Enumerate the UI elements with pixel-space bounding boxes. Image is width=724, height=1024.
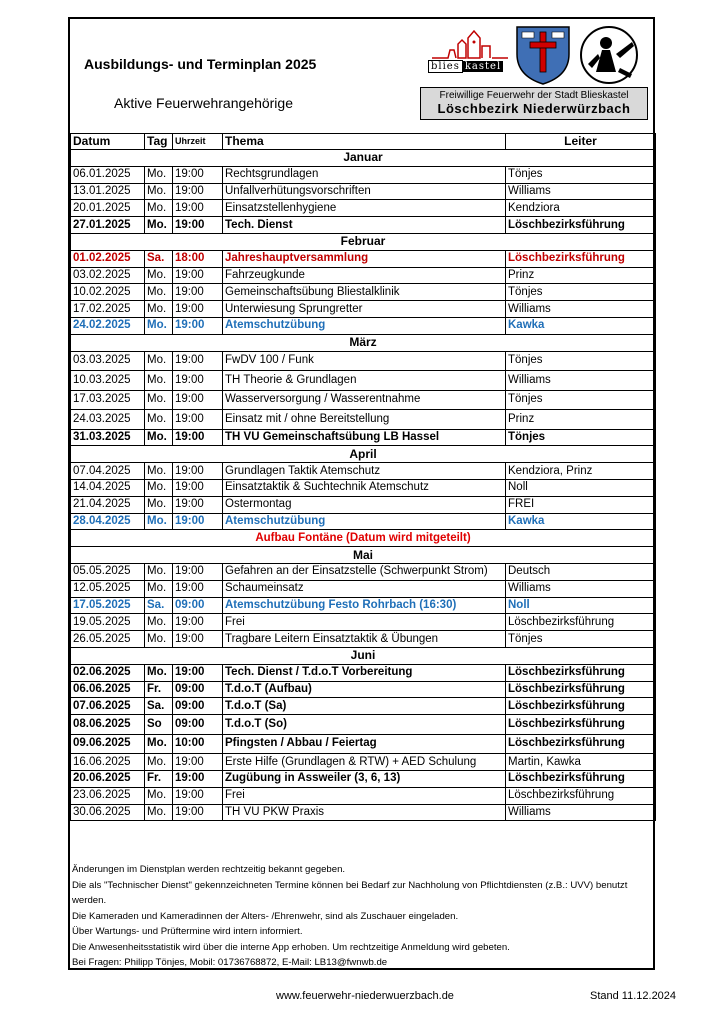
leader-cell: Löschbezirksführung (506, 664, 656, 681)
leader-cell: Kendziora, Prinz (506, 463, 656, 480)
leader-cell: Löschbezirksführung (506, 217, 656, 234)
table-row (71, 580, 656, 597)
date-cell: 10.03.2025 (71, 371, 145, 391)
leader-cell: Löschbezirksführung (506, 614, 656, 631)
day-cell: Mo. (145, 580, 173, 597)
blieskastel-wordmark: blies kastel (428, 61, 508, 73)
table-row (71, 614, 656, 631)
topic-cell: T.d.o.T (Sa) (223, 698, 506, 715)
month-row (71, 547, 656, 564)
leader-cell: Tönjes (506, 390, 656, 410)
topic-cell: Gefahren an der Einsatzstelle (Schwerpunkt Strom) (223, 563, 506, 580)
time-cell: 19:00 (173, 580, 223, 597)
page-title: Ausbildungs- und Terminplan 2025 (84, 56, 317, 72)
topic-cell: Tech. Dienst / T.d.o.T Vorbereitung (223, 664, 506, 681)
table-row (71, 200, 656, 217)
time-cell: 19:00 (173, 200, 223, 217)
topic-cell: Jahreshauptversammlung (223, 250, 506, 267)
day-cell: Mo. (145, 410, 173, 430)
day-cell: Mo. (145, 390, 173, 410)
note-line: Die als "Technischer Dienst" gekennzeichneten Termine können bei Bedarf zur Nachholung von Pflichtdiensten (z.B.: UVV) benutzt (72, 879, 628, 891)
table-row (71, 317, 656, 334)
date-cell: 17.05.2025 (71, 597, 145, 614)
topic-cell: Gemeinschaftsübung Bliestalklinik (223, 284, 506, 301)
topic-cell: Einsatz mit / ohne Bereitstellung (223, 410, 506, 430)
announcement-text: Aufbau Fontäne (Datum wird mitgeteilt) (71, 530, 656, 547)
topic-cell: Fahrzeugkunde (223, 267, 506, 284)
date-cell: 06.01.2025 (71, 166, 145, 183)
leader-cell: Löschbezirksführung (506, 770, 656, 787)
footer-url: www.feuerwehr-niederwuerzbach.de (276, 990, 454, 1002)
date-cell: 08.06.2025 (71, 715, 145, 735)
topic-cell: Unterwiesung Sprungretter (223, 301, 506, 318)
blieskastel-logo (428, 28, 510, 76)
time-cell: 19:00 (173, 787, 223, 804)
day-cell: Sa. (145, 250, 173, 267)
day-cell: Mo. (145, 804, 173, 821)
org-line2: Löschbezirk Niederwürzbach (437, 101, 631, 116)
date-cell: 06.06.2025 (71, 681, 145, 698)
day-cell: Fr. (145, 770, 173, 787)
topic-cell: Erste Hilfe (Grundlagen & RTW) + AED Schulung (223, 754, 506, 771)
leader-cell: Tönjes (506, 429, 656, 446)
time-cell: 19:00 (173, 563, 223, 580)
day-cell: Mo. (145, 631, 173, 648)
table-row (71, 770, 656, 787)
time-cell: 09:00 (173, 681, 223, 698)
time-cell: 19:00 (173, 166, 223, 183)
day-cell: Mo. (145, 614, 173, 631)
leader-cell: Prinz (506, 410, 656, 430)
fire-department-emblem-icon (576, 24, 642, 86)
date-cell: 10.02.2025 (71, 284, 145, 301)
date-cell: 05.05.2025 (71, 563, 145, 580)
month-label: Juni (71, 647, 656, 664)
announcement-row (71, 530, 656, 547)
table-row (71, 804, 656, 821)
day-cell: Mo. (145, 664, 173, 681)
date-cell: 31.03.2025 (71, 429, 145, 446)
note-line: Die Anwesenheitsstatistik wird über die interne App erhoben. Um rechtzeitige Anmeldung wird gebeten. (72, 941, 510, 953)
date-cell: 21.04.2025 (71, 496, 145, 513)
date-cell: 19.05.2025 (71, 614, 145, 631)
time-cell: 18:00 (173, 250, 223, 267)
coat-of-arms-icon (514, 24, 572, 86)
time-cell: 19:00 (173, 614, 223, 631)
table-row (71, 681, 656, 698)
time-cell: 19:00 (173, 284, 223, 301)
table-row (71, 183, 656, 200)
table-row (71, 371, 656, 391)
topic-cell: Ostermontag (223, 496, 506, 513)
time-cell: 19:00 (173, 267, 223, 284)
footer-date: Stand 11.12.2024 (590, 990, 677, 1002)
topic-cell: Pfingsten / Abbau / Feiertag (223, 734, 506, 754)
topic-cell: Grundlagen Taktik Atemschutz (223, 463, 506, 480)
leader-cell: Tönjes (506, 166, 656, 183)
time-cell: 19:00 (173, 390, 223, 410)
note-line: Über Wartungs- und Prüftermine wird intern informiert. (72, 926, 303, 937)
date-cell: 14.04.2025 (71, 479, 145, 496)
date-cell: 20.01.2025 (71, 200, 145, 217)
topic-cell: T.d.o.T (Aufbau) (223, 681, 506, 698)
date-cell: 23.06.2025 (71, 787, 145, 804)
date-cell: 12.05.2025 (71, 580, 145, 597)
date-cell: 02.06.2025 (71, 664, 145, 681)
leader-cell: Noll (506, 479, 656, 496)
date-cell: 07.04.2025 (71, 463, 145, 480)
day-cell: Mo. (145, 301, 173, 318)
topic-cell: Einsatztaktik & Suchtechnik Atemschutz (223, 479, 506, 496)
time-cell: 19:00 (173, 513, 223, 530)
table-row (71, 597, 656, 614)
header-datum: Datum (71, 134, 145, 150)
day-cell: Mo. (145, 351, 173, 371)
topic-cell: Schaumeinsatz (223, 580, 506, 597)
table-row (71, 513, 656, 530)
day-cell: Mo. (145, 496, 173, 513)
leader-cell: Tönjes (506, 284, 656, 301)
day-cell: Mo. (145, 317, 173, 334)
leader-cell: Löschbezirksführung (506, 787, 656, 804)
day-cell: Mo. (145, 267, 173, 284)
date-cell: 09.06.2025 (71, 734, 145, 754)
date-cell: 27.01.2025 (71, 217, 145, 234)
time-cell: 19:00 (173, 217, 223, 234)
topic-cell: Wasserversorgung / Wasserentnahme (223, 390, 506, 410)
leader-cell: Deutsch (506, 563, 656, 580)
table-row (71, 787, 656, 804)
time-cell: 19:00 (173, 804, 223, 821)
table-row (71, 754, 656, 771)
time-cell: 19:00 (173, 770, 223, 787)
table-row (71, 563, 656, 580)
day-cell: Sa. (145, 597, 173, 614)
notes-block (72, 862, 654, 971)
topic-cell: FwDV 100 / Funk (223, 351, 506, 371)
leader-cell: Williams (506, 301, 656, 318)
table-row (71, 410, 656, 430)
day-cell: Mo. (145, 166, 173, 183)
leader-cell: Löschbezirksführung (506, 250, 656, 267)
time-cell: 19:00 (173, 410, 223, 430)
date-cell: 30.06.2025 (71, 804, 145, 821)
table-row (71, 734, 656, 754)
leader-cell: Noll (506, 597, 656, 614)
time-cell: 19:00 (173, 301, 223, 318)
day-cell: Sa. (145, 698, 173, 715)
leader-cell: Prinz (506, 267, 656, 284)
table-row (71, 284, 656, 301)
header-uhrzeit: Uhrzeit (173, 134, 223, 150)
leader-cell: Williams (506, 371, 656, 391)
month-label: April (71, 446, 656, 463)
note-line: Änderungen im Dienstplan werden rechtzeitig bekannt gegeben. (72, 864, 346, 875)
topic-cell: TH VU Gemeinschaftsübung LB Hassel (223, 429, 506, 446)
table-row (71, 429, 656, 446)
leader-cell: Kawka (506, 513, 656, 530)
leader-cell: Kawka (506, 317, 656, 334)
header-leiter: Leiter (506, 134, 656, 150)
topic-cell: TH Theorie & Grundlagen (223, 371, 506, 391)
note-line: Bei Fragen: Philipp Tönjes, Mobil: 01736768872, E-Mail: LB13@fwnwb.de (72, 957, 388, 968)
topic-cell: Zugübung in Assweiler (3, 6, 13) (223, 770, 506, 787)
table-row (71, 715, 656, 735)
table-row (71, 496, 656, 513)
date-cell: 17.02.2025 (71, 301, 145, 318)
topic-cell: T.d.o.T (So) (223, 715, 506, 735)
org-banner (420, 87, 648, 120)
day-cell: Mo. (145, 563, 173, 580)
date-cell: 03.03.2025 (71, 351, 145, 371)
page-subtitle: Aktive Feuerwehrangehörige (114, 95, 293, 111)
topic-cell: Einsatzstellenhygiene (223, 200, 506, 217)
date-cell: 28.04.2025 (71, 513, 145, 530)
leader-cell: Tönjes (506, 351, 656, 371)
month-label: März (71, 334, 656, 351)
schedule-table (70, 133, 656, 821)
time-cell: 19:00 (173, 317, 223, 334)
leader-cell: Löschbezirksführung (506, 698, 656, 715)
table-row (71, 664, 656, 681)
city-silhouette-icon (428, 28, 510, 62)
day-cell: Mo. (145, 479, 173, 496)
time-cell: 19:00 (173, 371, 223, 391)
topic-cell: Atemschutzübung (223, 317, 506, 334)
topic-cell: Atemschutzübung (223, 513, 506, 530)
leader-cell: Martin, Kawka (506, 754, 656, 771)
month-row (71, 150, 656, 167)
table-row (71, 631, 656, 648)
date-cell: 24.02.2025 (71, 317, 145, 334)
topic-cell: TH VU PKW Praxis (223, 804, 506, 821)
month-label: Februar (71, 233, 656, 250)
time-cell: 10:00 (173, 734, 223, 754)
topic-cell: Frei (223, 614, 506, 631)
date-cell: 16.06.2025 (71, 754, 145, 771)
leader-cell: Tönjes (506, 631, 656, 648)
note-line: Die Kameraden und Kameradinnen der Alters- /Ehrenwehr, sind als Zuschauer eingeladen. (72, 910, 459, 922)
leader-cell: FREI (506, 496, 656, 513)
topic-cell: Atemschutzübung Festo Rohrbach (16:30) (223, 597, 506, 614)
leader-cell: Löschbezirksführung (506, 681, 656, 698)
month-row (71, 446, 656, 463)
day-cell: Mo. (145, 734, 173, 754)
date-cell: 24.03.2025 (71, 410, 145, 430)
month-row (71, 233, 656, 250)
table-row (71, 166, 656, 183)
topic-cell: Tragbare Leitern Einsatztaktik & Übungen (223, 631, 506, 648)
table-row (71, 217, 656, 234)
date-cell: 01.02.2025 (71, 250, 145, 267)
time-cell: 19:00 (173, 631, 223, 648)
time-cell: 19:00 (173, 496, 223, 513)
date-cell: 20.06.2025 (71, 770, 145, 787)
month-row (71, 647, 656, 664)
time-cell: 19:00 (173, 664, 223, 681)
table-row (71, 267, 656, 284)
date-cell: 07.06.2025 (71, 698, 145, 715)
time-cell: 19:00 (173, 429, 223, 446)
table-row (71, 250, 656, 267)
day-cell: Mo. (145, 463, 173, 480)
table-row (71, 698, 656, 715)
topic-cell: Unfallverhütungsvorschriften (223, 183, 506, 200)
time-cell: 09:00 (173, 597, 223, 614)
day-cell: Mo. (145, 429, 173, 446)
time-cell: 19:00 (173, 183, 223, 200)
leader-cell: Löschbezirksführung (506, 715, 656, 735)
day-cell: Mo. (145, 183, 173, 200)
table-header-row (71, 134, 656, 150)
topic-cell: Tech. Dienst (223, 217, 506, 234)
time-cell: 19:00 (173, 351, 223, 371)
time-cell: 19:00 (173, 463, 223, 480)
day-cell: Mo. (145, 200, 173, 217)
table-row (71, 479, 656, 496)
time-cell: 09:00 (173, 698, 223, 715)
table-row (71, 301, 656, 318)
leader-cell: Kendziora (506, 200, 656, 217)
table-row (71, 390, 656, 410)
day-cell: So (145, 715, 173, 735)
day-cell: Mo. (145, 284, 173, 301)
note-line: werden. (72, 895, 107, 906)
time-cell: 09:00 (173, 715, 223, 735)
date-cell: 17.03.2025 (71, 390, 145, 410)
day-cell: Fr. (145, 681, 173, 698)
org-line1: Freiwillige Feuerwehr der Stadt Blieskastel (439, 90, 629, 101)
day-cell: Mo. (145, 787, 173, 804)
month-label: Januar (71, 150, 656, 167)
date-cell: 03.02.2025 (71, 267, 145, 284)
day-cell: Mo. (145, 513, 173, 530)
leader-cell: Williams (506, 580, 656, 597)
table-row (71, 463, 656, 480)
time-cell: 19:00 (173, 754, 223, 771)
time-cell: 19:00 (173, 479, 223, 496)
topic-cell: Rechtsgrundlagen (223, 166, 506, 183)
leader-cell: Williams (506, 804, 656, 821)
day-cell: Mo. (145, 371, 173, 391)
header-thema: Thema (223, 134, 506, 150)
table-row (71, 351, 656, 371)
header-tag: Tag (145, 134, 173, 150)
month-row (71, 334, 656, 351)
leader-cell: Williams (506, 183, 656, 200)
topic-cell: Frei (223, 787, 506, 804)
leader-cell: Löschbezirksführung (506, 734, 656, 754)
day-cell: Mo. (145, 217, 173, 234)
date-cell: 13.01.2025 (71, 183, 145, 200)
date-cell: 26.05.2025 (71, 631, 145, 648)
month-label: Mai (71, 547, 656, 564)
day-cell: Mo. (145, 754, 173, 771)
